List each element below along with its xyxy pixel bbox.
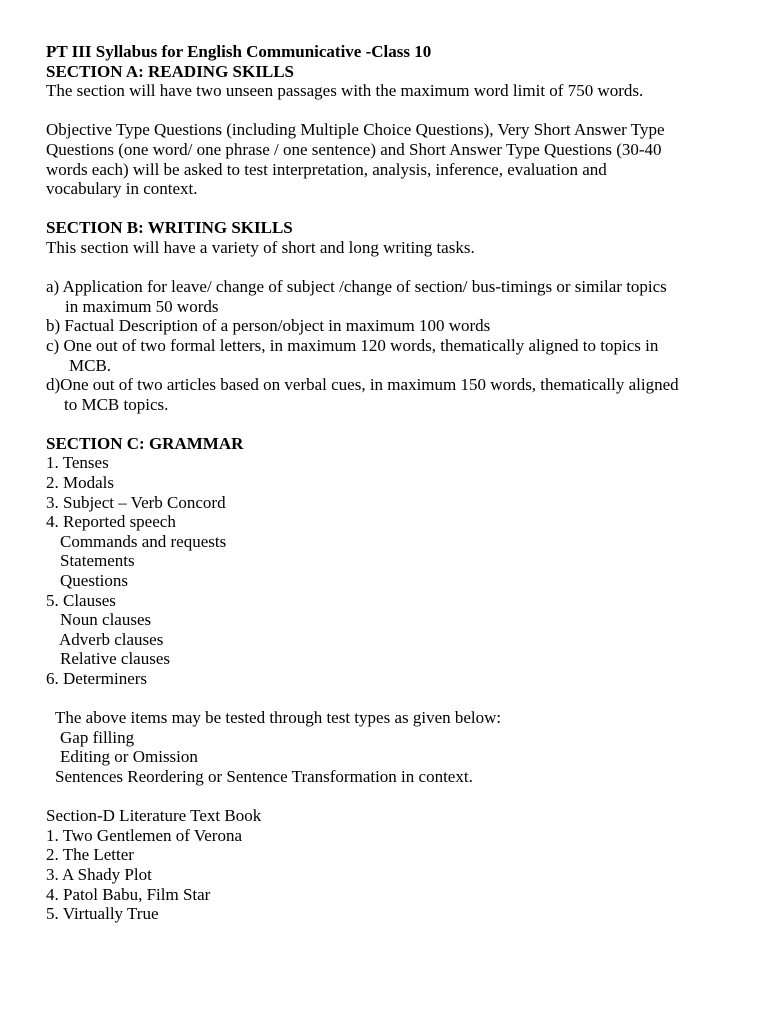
grammar-item: 2. Modals (46, 473, 114, 493)
writing-task-d-continued: to MCB topics. (64, 394, 169, 414)
grammar-item: 5. Clauses (46, 590, 116, 610)
writing-task-c: c) One out of two formal letters, in maximum 120 words, thematically aligned to topics in (46, 335, 659, 355)
spacer (46, 101, 748, 121)
spacer (46, 689, 748, 709)
literature-item: 5. Virtually True (46, 904, 159, 924)
section-a-paragraph-line: words each) will be asked to test interpretation, analysis, inference, evaluation and (46, 159, 607, 179)
grammar-subitem: Commands and requests (60, 531, 227, 551)
test-type-item: Editing or Omission (60, 747, 198, 767)
section-d-heading: Section-D Literature Text Book (46, 806, 262, 826)
grammar-test-note: The above items may be tested through test types as given below: (55, 708, 502, 728)
grammar-subitem: Relative clauses (60, 649, 170, 669)
section-c-heading: SECTION C: GRAMMAR (46, 433, 244, 453)
writing-task-a: a) Application for leave/ change of subject /change of section/ bus-timings or similar topics (46, 277, 667, 297)
writing-task-b: b) Factual Description of a person/object in maximum 100 words (46, 316, 491, 336)
section-a-paragraph-line: vocabulary in context. (46, 179, 198, 199)
spacer (46, 258, 748, 278)
grammar-item: 4. Reported speech (46, 512, 176, 532)
grammar-subitem: Statements (60, 551, 135, 571)
spacer (46, 414, 748, 434)
literature-item: 2. The Letter (46, 845, 134, 865)
grammar-subitem: Noun clauses (60, 610, 152, 630)
section-b-intro: This section will have a variety of short and long writing tasks. (46, 237, 475, 257)
section-b-heading: SECTION B: WRITING SKILLS (46, 218, 293, 238)
grammar-subitem: Adverb clauses (59, 629, 164, 649)
grammar-item: 3. Subject – Verb Concord (46, 492, 226, 512)
writing-task-d: d)One out of two articles based on verbal cues, in maximum 150 words, thematically aligned (46, 375, 679, 395)
section-a-paragraph-line: Questions (one word/ one phrase / one sentence) and Short Answer Type Questions (30-40 (46, 139, 662, 159)
section-a-heading: SECTION A: READING SKILLS (46, 61, 294, 81)
section-a-paragraph-line: Objective Type Questions (including Multiple Choice Questions), Very Short Answer Type (46, 120, 665, 140)
spacer (46, 199, 748, 219)
test-type-item: Sentences Reordering or Sentence Transformation in context. (55, 766, 473, 786)
literature-item: 4. Patol Babu, Film Star (46, 884, 211, 904)
grammar-item: 6. Determiners (46, 669, 148, 688)
grammar-item: 1. Tenses (46, 453, 109, 473)
spacer (46, 787, 748, 807)
writing-task-c-continued: MCB. (69, 355, 112, 375)
writing-task-a-continued: in maximum 50 words (65, 296, 219, 316)
document-title: PT III Syllabus for English Communicative -Class 10 (46, 42, 432, 61)
literature-item: 3. A Shady Plot (46, 864, 152, 884)
literature-item: 1. Two Gentlemen of Verona (46, 825, 242, 845)
test-type-item: Gap filling (60, 727, 135, 747)
section-a-intro: The section will have two unseen passages with the maximum word limit of 750 words. (46, 81, 644, 101)
grammar-subitem: Questions (60, 571, 128, 591)
